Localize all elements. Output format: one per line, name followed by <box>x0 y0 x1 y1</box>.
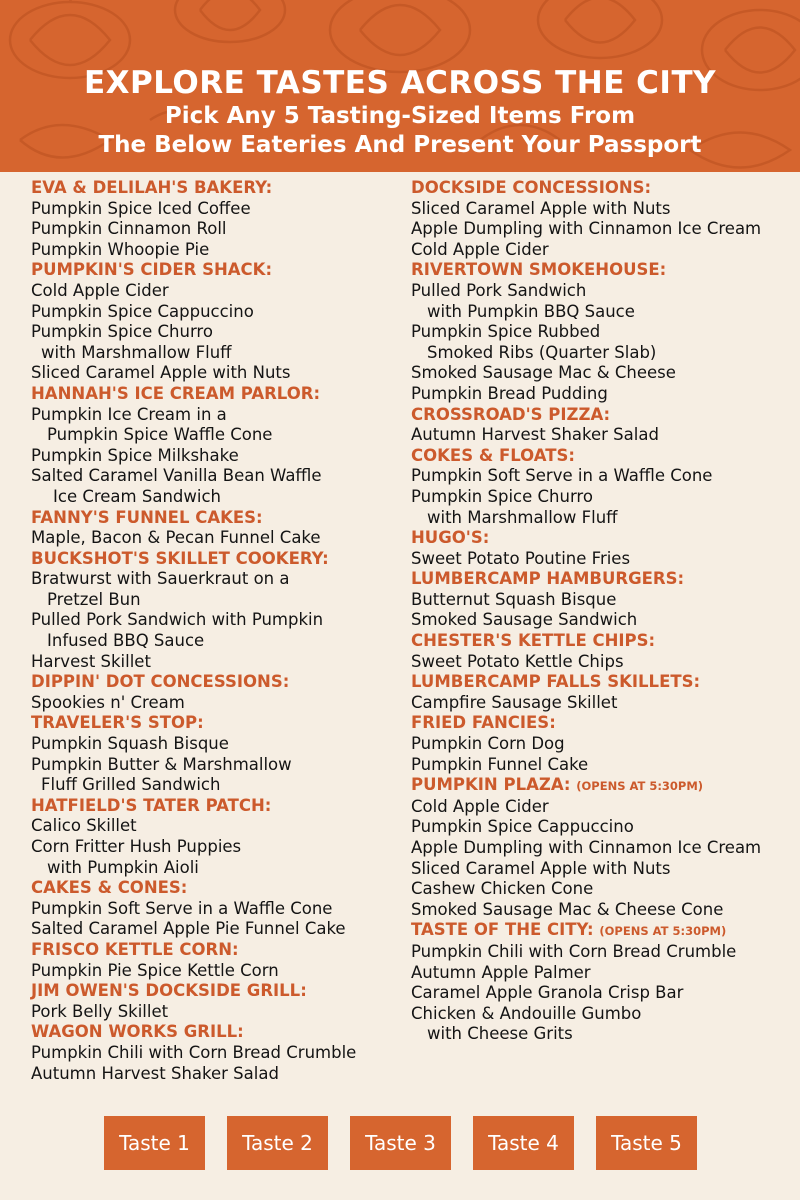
taste-boxes <box>104 1116 697 1170</box>
menu-item-line: Chicken & Andouille Gumbo <box>411 1003 642 1023</box>
venue-heading <box>31 981 401 1002</box>
menu-item-continuation: Pretzel Bun <box>47 589 141 609</box>
menu-item: Apple Dumpling with Cinnamon Ice Cream <box>411 219 762 239</box>
venue-name: CROSSROAD'S PIZZA: <box>411 404 611 424</box>
menu-item-continuation: with Cheese Grits <box>427 1024 573 1044</box>
taste-box-5: Taste 5 <box>596 1116 697 1170</box>
menu-item: Apple Dumpling with Cinnamon Ice Cream <box>411 838 762 857</box>
menu-item <box>31 466 401 507</box>
venue-name: HANNAH'S ICE CREAM PARLOR: <box>31 383 321 403</box>
venue-heading <box>31 549 401 570</box>
menu-item: Pumpkin Funnel Cake <box>411 754 589 774</box>
venue-heading <box>411 672 791 693</box>
venue-heading <box>411 920 791 942</box>
menu-item-continuation: with Pumpkin Aioli <box>47 857 199 877</box>
venue-heading <box>411 528 791 549</box>
menu-item <box>411 487 791 528</box>
venue-name: JIM OWEN'S DOCKSIDE GRILL: <box>31 981 307 1001</box>
menu-item-continuation: with Marshmallow Fluff <box>427 507 618 527</box>
menu-item: Pumpkin Spice Milkshake <box>31 445 239 465</box>
menu-item: Smoked Sausage Mac & Cheese Cone <box>411 899 724 919</box>
menu-item: Butternut Squash Bisque <box>411 589 617 609</box>
menu-item: Pumpkin Soft Serve in a Waffle Cone <box>31 898 333 918</box>
menu-item: Sweet Potato Kettle Chips <box>411 651 624 671</box>
venue-name: DIPPIN' DOT CONCESSIONS: <box>31 672 290 692</box>
venue-name: COKES & FLOATS: <box>411 445 575 465</box>
subtitle-line-1: Pick Any 5 Tasting-Sized Items From <box>164 103 636 129</box>
venue-name: BUCKSHOT'S SKILLET COOKERY: <box>31 548 329 568</box>
menu-item-line: Corn Fritter Hush Puppies <box>31 837 242 856</box>
menu-item-line: Pumpkin Butter & Marshmallow <box>31 754 292 774</box>
menu-item: Cashew Chicken Cone <box>411 879 594 899</box>
venue-name: CAKES & CONES: <box>31 878 188 898</box>
taste-box-1: Taste 1 <box>104 1116 205 1170</box>
right-column <box>411 178 791 1045</box>
venue-name: FANNY'S FUNNEL CAKES: <box>31 507 263 527</box>
menu-item-continuation: Infused BBQ Sauce <box>47 631 205 651</box>
menu-item: Sweet Potato Poutine Fries <box>411 548 631 568</box>
menu-item-line: Pumpkin Spice Rubbed <box>411 322 601 342</box>
menu-item-line: Pumpkin Ice Cream in a <box>31 404 227 424</box>
venue-name: TRAVELER'S STOP: <box>31 713 204 733</box>
menu-item: Smoked Sausage Mac & Cheese <box>411 363 676 383</box>
menu-item: Calico Skillet <box>31 816 137 836</box>
venue-heading <box>411 631 791 652</box>
menu-item: Campfire Sausage Skillet <box>411 692 618 712</box>
menu-item-continuation: Ice Cream Sandwich <box>53 486 221 506</box>
menu-item <box>31 837 401 878</box>
venue-name: RIVERTOWN SMOKEHOUSE: <box>411 260 667 280</box>
menu-item: Pumpkin Squash Bisque <box>31 734 229 754</box>
menu-item: Pumpkin Whoopie Pie <box>31 239 210 259</box>
menu-item: Pumpkin Spice Cappuccino <box>411 817 634 837</box>
venue-heading <box>411 775 791 797</box>
menu-item: Sliced Caramel Apple with Nuts <box>411 858 671 878</box>
header-text <box>0 64 800 160</box>
menu-item: Sliced Caramel Apple with Nuts <box>31 363 291 383</box>
venue-heading <box>31 508 401 529</box>
venue-heading <box>411 260 791 281</box>
venue-heading <box>31 940 401 961</box>
menu-item-line: Pulled Pork Sandwich <box>411 280 587 300</box>
menu-item <box>31 610 401 651</box>
venue-hours-note: (OPENS AT 5:30PM) <box>599 924 727 939</box>
venue-name: TASTE OF THE CITY: <box>411 920 594 940</box>
menu-item: Pumpkin Chili with Corn Bread Crumble <box>31 1042 357 1062</box>
menu-item: Autumn Apple Palmer <box>411 962 591 982</box>
menu-item: Pumpkin Bread Pudding <box>411 383 608 403</box>
menu-item: Pumpkin Corn Dog <box>411 734 565 754</box>
menu-item: Pumpkin Pie Spice Kettle Corn <box>31 960 279 980</box>
menu-item <box>31 755 401 796</box>
venue-heading <box>31 178 401 199</box>
venue-heading <box>411 405 791 426</box>
venue-name: FRIED FANCIES: <box>411 713 556 733</box>
venue-heading <box>31 713 401 734</box>
venue-name: WAGON WORKS GRILL: <box>31 1022 244 1042</box>
menu-item: Autumn Harvest Shaker Salad <box>31 1063 279 1083</box>
venue-name: LUMBERCAMP HAMBURGERS: <box>411 569 685 589</box>
menu-item: Pumpkin Chili with Corn Bread Crumble <box>411 941 737 961</box>
left-column <box>31 178 401 1084</box>
menu-item: Pumpkin Spice Iced Coffee <box>31 198 251 218</box>
menu-item: Smoked Sausage Sandwich <box>411 610 638 630</box>
menu-item-line: Pumpkin Spice Churro <box>31 322 213 342</box>
menu-item-line: Pumpkin Spice Churro <box>411 486 593 506</box>
menu-item <box>411 322 791 363</box>
venue-heading <box>31 796 401 817</box>
header-banner <box>0 0 800 172</box>
menu-item <box>31 405 401 446</box>
venue-name: PUMPKIN'S CIDER SHACK: <box>31 260 273 280</box>
venue-heading <box>411 713 791 734</box>
menu-item: Harvest Skillet <box>31 651 151 671</box>
menu-item: Cold Apple Cider <box>411 239 549 259</box>
page-title: EXPLORE TASTES ACROSS THE CITY <box>83 65 717 101</box>
menu-item-continuation: with Pumpkin BBQ Sauce <box>427 301 635 321</box>
menu-item: Caramel Apple Granola Crisp Bar <box>411 983 684 1003</box>
menu-item <box>411 1004 791 1045</box>
menu-item: Cold Apple Cider <box>411 796 549 816</box>
menu-item: Pork Belly Skillet <box>31 1001 169 1021</box>
menu-item-continuation: Pumpkin Spice Waffle Cone <box>47 425 273 445</box>
taste-box-3: Taste 3 <box>350 1116 451 1170</box>
menu-item: Maple, Bacon & Pecan Funnel Cake <box>31 528 321 548</box>
menu-item-continuation: Smoked Ribs (Quarter Slab) <box>427 342 657 362</box>
menu-item: Spookies n' Cream <box>31 692 185 712</box>
menu-item: Pumpkin Soft Serve in a Waffle Cone <box>411 466 713 486</box>
venue-heading <box>411 178 791 199</box>
venue-name: CHESTER'S KETTLE CHIPS: <box>411 631 656 651</box>
venue-name: HUGO'S: <box>411 528 490 548</box>
menu-item-line: Pulled Pork Sandwich with Pumpkin <box>31 610 324 630</box>
venue-hours-note: (OPENS AT 5:30PM) <box>576 779 704 794</box>
venue-heading <box>31 878 401 899</box>
menu-item-continuation: with Marshmallow Fluff <box>41 342 232 362</box>
venue-name: HATFIELD'S TATER PATCH: <box>31 795 272 815</box>
menu-item <box>31 322 401 363</box>
menu-item: Autumn Harvest Shaker Salad <box>411 425 659 445</box>
menu-item <box>411 281 791 322</box>
venue-name: DOCKSIDE CONCESSIONS: <box>411 178 652 197</box>
menu-item <box>31 569 401 610</box>
venue-heading <box>31 672 401 693</box>
menu-item: Pumpkin Spice Cappuccino <box>31 301 254 321</box>
venue-name: PUMPKIN PLAZA: <box>411 775 571 795</box>
menu-item-line: Bratwurst with Sauerkraut on a <box>31 569 290 589</box>
menu-item: Pumpkin Cinnamon Roll <box>31 219 227 239</box>
venue-name: EVA & DELILAH'S BAKERY: <box>31 178 273 197</box>
menu-item: Cold Apple Cider <box>31 280 169 300</box>
venue-heading <box>31 1022 401 1043</box>
venue-name: FRISCO KETTLE CORN: <box>31 939 239 959</box>
venue-heading <box>411 569 791 590</box>
subtitle-line-2: The Below Eateries And Present Your Passport <box>98 132 702 158</box>
menu-item-continuation: Fluff Grilled Sandwich <box>41 775 221 795</box>
venue-heading <box>31 260 401 281</box>
menu-item: Sliced Caramel Apple with Nuts <box>411 198 671 218</box>
venue-heading <box>411 446 791 467</box>
venue-name: LUMBERCAMP FALLS SKILLETS: <box>411 672 701 692</box>
menu-item-line: Salted Caramel Vanilla Bean Waffle <box>31 466 322 486</box>
menu-item: Salted Caramel Apple Pie Funnel Cake <box>31 919 346 939</box>
venue-heading <box>31 384 401 405</box>
taste-box-4: Taste 4 <box>473 1116 574 1170</box>
taste-box-2: Taste 2 <box>227 1116 328 1170</box>
